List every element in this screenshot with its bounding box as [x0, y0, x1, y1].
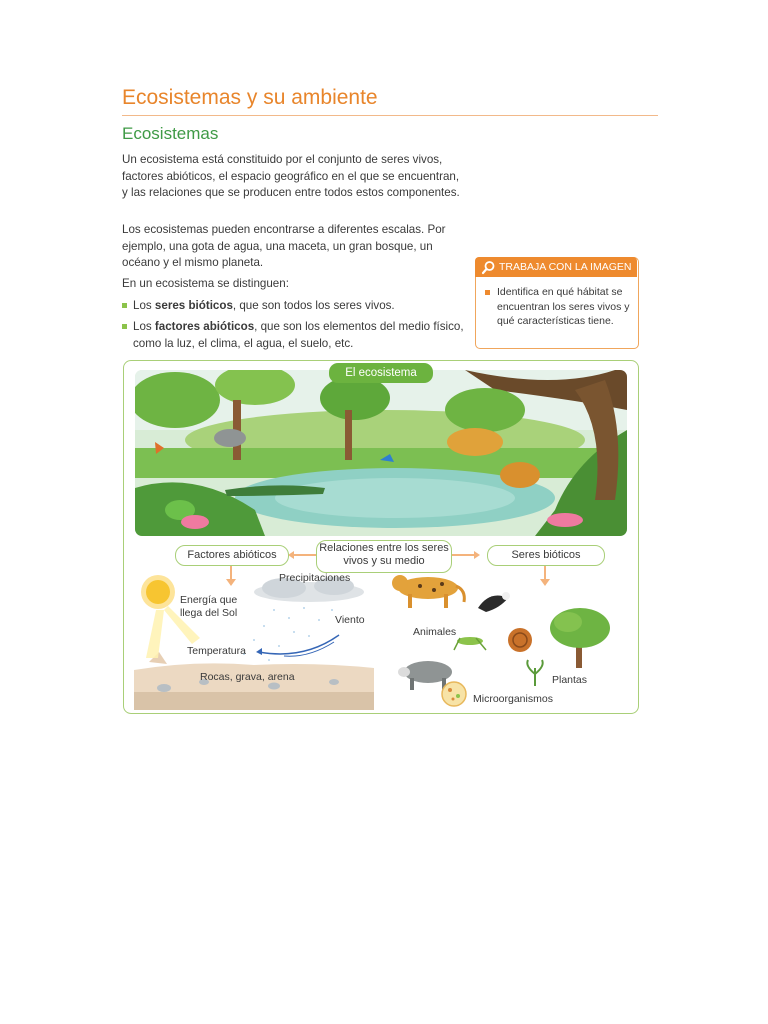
- bullet-term: seres bióticos: [154, 299, 233, 312]
- jaguar-icon: [392, 575, 464, 608]
- activity-box-title: TRABAJA CON LA IMAGEN: [499, 261, 632, 273]
- wind-arrow-icon: [259, 635, 339, 654]
- temperature-label: Temperatura: [187, 645, 246, 657]
- microorganism-icon: [442, 682, 466, 706]
- jungle-scene: [135, 370, 627, 536]
- rocks-label: Rocas, grava, arena: [200, 671, 295, 683]
- bullet-marker: [485, 290, 490, 295]
- activity-box-text: [485, 285, 637, 329]
- wind-label: Viento: [335, 614, 365, 626]
- activity-instruction: Identifica en qué hábitat se encuentran los seres vivos y qué características tiene.: [497, 286, 630, 327]
- grasshopper-icon: [454, 637, 486, 650]
- scene-title-tag: El ecosistema: [329, 363, 433, 383]
- activity-box: [475, 257, 639, 349]
- bullet-term: factores abióticos: [154, 320, 255, 333]
- plants-label: Plantas: [552, 674, 588, 686]
- magnifier-icon: [481, 260, 496, 275]
- microorganisms-label: Microorganismos: [473, 693, 553, 705]
- bullet-marker: [122, 324, 127, 329]
- tapir-icon: [398, 661, 452, 690]
- list-item: [122, 298, 483, 315]
- bullet-text: Los: [133, 320, 155, 333]
- activity-box-header: [475, 257, 637, 277]
- ecosystem-illustration: [135, 370, 627, 536]
- section-heading: Ecosistemas: [122, 124, 219, 143]
- bullet-marker: [122, 303, 127, 308]
- sun-energy-label: Energía que llega del Sol: [180, 594, 238, 619]
- bullet-text: , que son los elementos del medio físico, como la luz, el clima, el agua, el suelo, etc.: [133, 320, 464, 350]
- list-item: [122, 319, 483, 352]
- abiotic-factors-label: Factores abióticos: [175, 545, 289, 566]
- precipitation-label: Precipitaciones: [279, 572, 351, 584]
- page-title: Ecosistemas y su ambiente: [122, 86, 378, 109]
- distinguish-paragraph: En un ecosistema se distinguen:: [122, 277, 289, 290]
- bullet-text: Los: [133, 299, 155, 312]
- armadillo-icon: [508, 628, 532, 652]
- biotic-beings-label: Seres bióticos: [487, 545, 605, 566]
- title-divider: [122, 115, 658, 116]
- bullet-text: , que son todos los seres vivos.: [232, 299, 395, 312]
- plant-icon: [527, 660, 542, 686]
- animals-label: Animales: [413, 626, 457, 638]
- intro-paragraph: Un ecosistema está constituido por el conjunto de seres vivos, factores abióticos, el espacio geográfico en el que se encuentran, y las relaciones que se producen entre todos estos componentes.: [122, 153, 460, 200]
- scales-paragraph: Los ecosistemas pueden encontrarse a diferentes escalas. Por ejemplo, una gota de agua, una maceta, un gran bosque, un océano y el mismo planeta.: [122, 223, 446, 270]
- relations-label: Relaciones entre los seres vivos y su medio: [316, 540, 452, 573]
- abiotic-illustration: [134, 570, 376, 712]
- tree-icon: [550, 608, 610, 668]
- eagle-icon: [478, 592, 510, 612]
